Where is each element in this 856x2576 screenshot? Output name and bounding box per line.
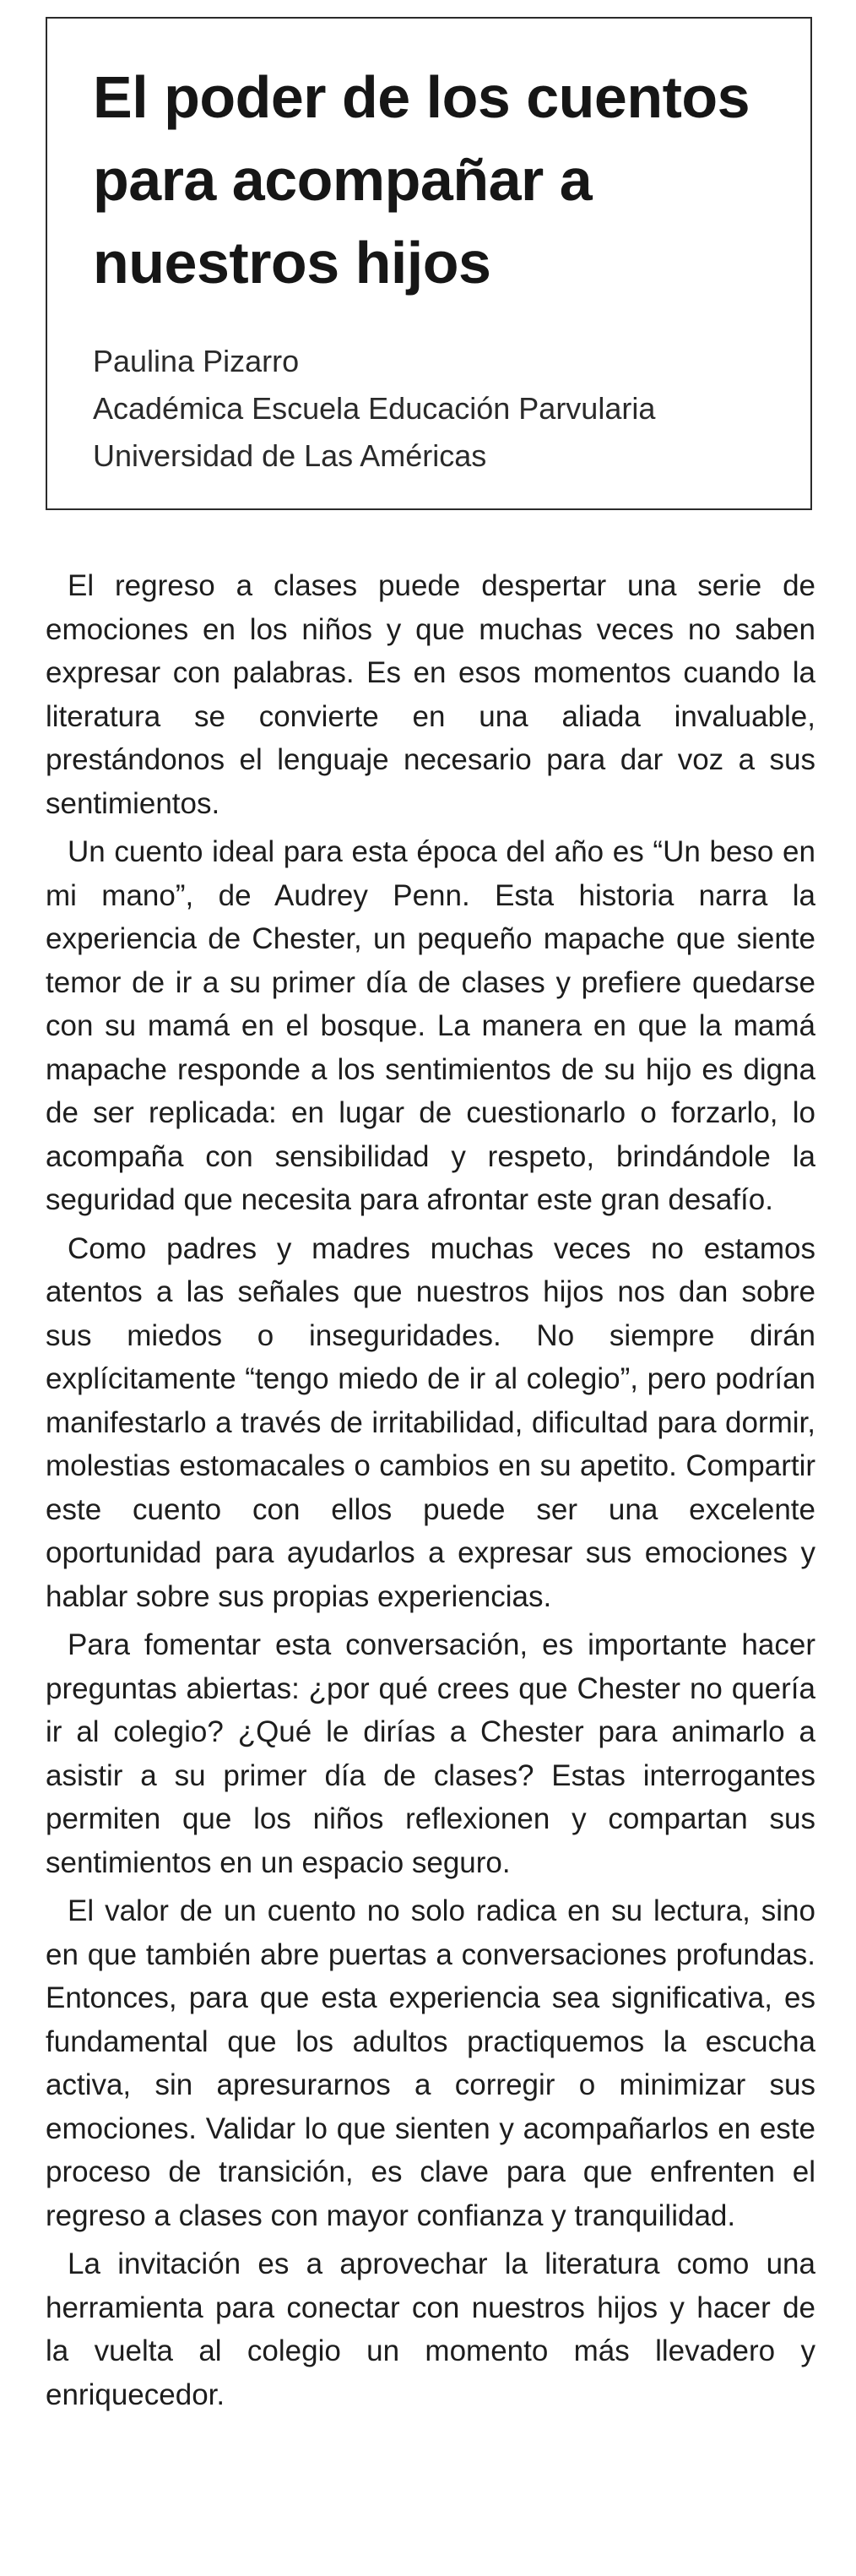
article-paragraph: El valor de un cuento no solo radica en su lectura, sino en que también abre puertas a conversaciones profundas. Entonces, para que esta experiencia sea significativa, es fundamental que los adultos practiquemos la escucha activa, sin apresurarnos a corregir o minimizar sus emociones. Validar lo que sienten y acompañarlos en este proceso de transición, es clave para que enfrenten el regreso a clases con mayor confianza y tranquilidad. bbox=[46, 1894, 815, 2232]
article-body bbox=[46, 564, 815, 2421]
author-byline bbox=[93, 338, 767, 480]
author-role: Académica Escuela Educación Parvularia bbox=[93, 391, 656, 426]
article-paragraph: Un cuento ideal para esta época del año es “Un beso en mi mano”, de Audrey Penn. Esta historia narra la experiencia de Chester, un pequeño mapache que siente temor de ir a su primer día de clases y prefiere quedarse con su mamá en el bosque. La manera en que la mamá mapache responde a los sentimientos de su hijo es digna de ser replicada: en lugar de cuestionarlo o forzarlo, lo acompaña con sensibilidad y respeto, brindándole la seguridad que necesita para afrontar este gran desafío. bbox=[46, 835, 815, 1216]
article-paragraph: El regreso a clases puede despertar una serie de emociones en los niños y que muchas veces no saben expresar con palabras. Es en esos momentos cuando la literatura se convierte en una aliada invaluable, prestándonos el lenguaje necesario para dar voz a sus sentimientos. bbox=[46, 569, 815, 820]
article-paragraph: Para fomentar esta conversación, es importante hacer preguntas abiertas: ¿por qué crees que Chester no quería ir al colegio? ¿Qué le dirías a Chester para animarlo a asistir a su primer día de clases? Estas interrogantes permiten que los niños reflexionen y compartan sus sentimientos en un espacio seguro. bbox=[46, 1628, 815, 1879]
article-paragraph: Como padres y madres muchas veces no estamos atentos a las señales que nuestros hijos nos dan sobre sus miedos o inseguridades. No siempre dirán explícitamente “tengo miedo de ir al colegio”, pero podrían manifestarlo a través de irritabilidad, dificultad para dormir, molestias estomacales o cambios en su apetito. Compartir este cuento con ellos puede ser una excelente oportunidad para ayudarlos a expresar sus emociones y hablar sobre sus propias experiencias. bbox=[46, 1231, 815, 1613]
author-institution: Universidad de Las Américas bbox=[93, 438, 487, 473]
article-header-box bbox=[46, 17, 812, 510]
article-paragraph: La invitación es a aprovechar la literatura como una herramienta para conectar con nuestros hijos y hacer de la vuelta al colegio un momento más llevadero y enriquecedor. bbox=[46, 2247, 815, 2411]
article-title: El poder de los cuentos para acompañar a nuestros hijos bbox=[93, 64, 750, 296]
author-name: Paulina Pizarro bbox=[93, 344, 300, 378]
